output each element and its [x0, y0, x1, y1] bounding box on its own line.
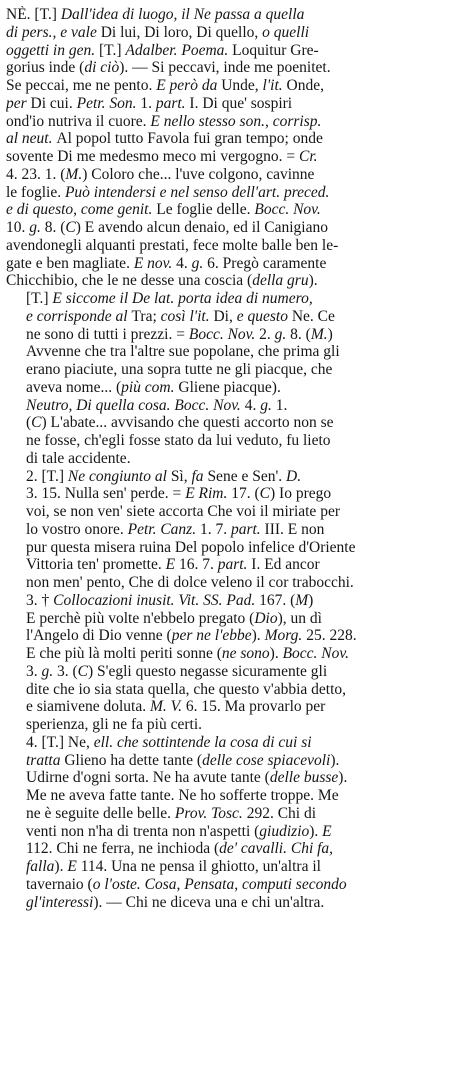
text-run: Di lui, Di loro, Di quello, [100, 23, 263, 41]
text-run: 1. [140, 94, 156, 112]
text-line [6, 255, 459, 273]
italic-run: g. [41, 662, 57, 680]
text-line [6, 468, 459, 486]
text-run: ). [308, 272, 318, 290]
italic-run: E nello stesso son., corrisp. [150, 112, 322, 130]
italic-run: ell. che sottintende la cosa di cui si [93, 733, 312, 751]
text-run: Glieno ha dette tante ( [64, 751, 203, 769]
text-line [6, 361, 459, 379]
italic-run: fa [191, 467, 208, 485]
text-run: ) [327, 325, 333, 343]
italic-run: E nov. [133, 254, 177, 272]
text-run: aveva nome... ( [26, 378, 122, 396]
italic-run: e corrisponde al [26, 307, 132, 325]
text-line [6, 734, 459, 752]
text-run: 6. Pregò caramente [207, 254, 327, 272]
text-run: 4. 23. 1. ( [6, 165, 66, 183]
text-run: 4. [244, 396, 261, 414]
italic-run: di ciò [84, 59, 120, 77]
entry-paragraph [6, 468, 459, 592]
text-run: E perchè più volte n'ebbelo pregato ( [26, 609, 255, 627]
text-line [6, 858, 459, 876]
text-run: Avvenne che tra l'altre sue popolane, che prima gli [26, 343, 340, 361]
text-run: Me ne aveva fatte tante. Ne ho sofferte troppe. Me [26, 787, 339, 804]
text-line [6, 42, 459, 60]
italic-run: C [31, 414, 42, 432]
text-line [6, 627, 459, 645]
text-line [6, 343, 459, 361]
text-run: avendonegli alquanti prestati, fece molte balle ben le- [6, 236, 339, 254]
italic-run: così l'it. [160, 307, 214, 325]
text-run: Onde, [286, 77, 324, 94]
text-run: ) [308, 591, 314, 609]
text-line [6, 752, 459, 770]
text-run: 292. Chi di [246, 804, 317, 822]
italic-run: Dall'idea di luogo, il Ne passa a quella [60, 6, 305, 23]
text-run: 6. 15. Ma provarlo per [185, 698, 326, 716]
text-line [6, 823, 459, 841]
text-run: 25. 228. [306, 627, 357, 645]
text-run: ). — Chi ne diceva una e chi un'altra. [93, 893, 325, 911]
text-run: 8. ( [290, 325, 311, 343]
text-run: erano piaciute, una sopra tutte ne gli piacque, che [26, 361, 333, 378]
italic-run: M. [310, 325, 328, 343]
italic-run: de' cavalli. Chi fa, [219, 840, 334, 858]
text-run: ) Io prego [270, 485, 332, 503]
text-run: ) Coloro che... l'uve colgono, cavinne [82, 165, 315, 183]
text-run: ne fosse, ch'egli fosse stato da lui veduto, fu lieto [26, 432, 331, 449]
text-run: 3. 15. Nulla sen' perde. = [26, 485, 186, 503]
text-run: [T.] [26, 290, 53, 307]
text-run: Al popol tutto Favola fui gran tempo; onde [56, 130, 323, 148]
text-run: 3. † [26, 591, 54, 609]
text-run: Loquitur Gre- [232, 41, 319, 59]
italic-run: l'it. [262, 77, 287, 94]
text-run: Se peccai, me ne pento. [6, 77, 157, 94]
text-run: di tale accidente. [26, 449, 131, 467]
text-line [6, 840, 459, 858]
entry-paragraph [6, 592, 459, 734]
text-line [6, 166, 459, 184]
text-line [6, 237, 459, 255]
italic-run: M [295, 591, 309, 609]
text-line [6, 556, 459, 574]
text-line [6, 610, 459, 628]
italic-run: part. [155, 94, 190, 112]
italic-run: della gru [252, 272, 309, 290]
italic-run: e di questo, come genit. [6, 201, 157, 219]
italic-run: oggetti in gen. [6, 41, 99, 59]
italic-run: Bocc. Nov. [188, 325, 260, 343]
text-line [6, 414, 459, 432]
italic-run: Ne congiunto al [67, 467, 171, 485]
text-run: 10. [6, 219, 30, 236]
text-run: NÈ. [T.] [6, 6, 61, 23]
text-run: Unde, [221, 77, 263, 94]
text-line [6, 894, 459, 912]
text-line [6, 201, 459, 219]
text-run: tavernaio ( [26, 875, 93, 893]
text-line [6, 698, 459, 716]
text-line [6, 539, 459, 557]
italic-run: E [322, 822, 332, 840]
text-run: III. E non [264, 520, 325, 538]
italic-run: Dio [254, 609, 278, 627]
text-run: sovente Di me medesmo meco mi vergogno. = [6, 148, 299, 165]
text-line [6, 326, 459, 344]
text-run: 2. [259, 325, 275, 343]
text-run: ). [330, 751, 340, 769]
text-line [6, 77, 459, 95]
italic-run: g. [260, 396, 276, 414]
text-run: Sì, [170, 467, 192, 485]
text-run: non men' pento, Che di dolce veleno il cor trabocchi. [26, 574, 354, 591]
text-run: 3. ( [57, 662, 78, 680]
text-line [6, 113, 459, 131]
text-line [6, 769, 459, 787]
text-line [6, 290, 459, 308]
italic-run: Morg. [264, 627, 307, 645]
text-line [6, 432, 459, 450]
text-run: Sene e Sen'. [207, 467, 286, 485]
italic-run: delle cose spiacevoli [202, 751, 331, 769]
text-run: I. Ed ancor [251, 556, 320, 574]
italic-run: Petr. Canz. [127, 520, 200, 538]
text-line [6, 716, 459, 734]
italic-run: C [65, 219, 76, 236]
text-line [6, 876, 459, 894]
text-run: le foglie. [6, 183, 65, 201]
text-line [6, 379, 459, 397]
italic-run: part. [217, 556, 252, 574]
text-run: 112. Chi ne ferra, ne inchioda ( [26, 840, 220, 858]
italic-run: C [259, 485, 271, 503]
text-line [6, 148, 459, 166]
text-run: Chicchibio, che le ne desse una coscia ( [6, 272, 253, 290]
entry-paragraph [6, 6, 459, 290]
text-run: ). [338, 769, 348, 787]
text-run: 1. 7. [199, 520, 231, 538]
text-run: Udirne d'ogni sorta. Ne ha avute tante ( [26, 769, 270, 787]
text-run: ). — Si peccavi, inde me poenitet. [119, 59, 331, 77]
text-run: dite che io sia stata quella, che questo v'abbia detto, [26, 680, 347, 698]
italic-run: Collocazioni inusit. Vit. SS. Pad. [53, 591, 260, 609]
italic-run: C [77, 662, 89, 680]
italic-run: tratta [26, 751, 65, 769]
text-run: sperienza, gli ne fa più certi. [26, 716, 203, 733]
text-line [6, 485, 459, 503]
text-run: Di cui. [30, 94, 77, 112]
italic-run: al neut. [6, 130, 57, 148]
italic-run: Petr. Son. [76, 94, 141, 112]
text-run: pur questa misera ruina Del popolo infelice d'Oriente [26, 538, 356, 556]
italic-run: Cr. [299, 148, 318, 165]
text-line [6, 663, 459, 681]
italic-run: E però da [156, 77, 222, 94]
italic-run: Bocc. Nov. [282, 645, 349, 662]
italic-run: Neutro, Di quella cosa. Bocc. Nov. [26, 396, 245, 414]
italic-run: M. V. [149, 698, 186, 716]
italic-run: gl'interessi [26, 893, 94, 911]
italic-run: E [165, 556, 179, 574]
text-run: I. Di que' sospiri [189, 94, 293, 112]
italic-run: o l'oste. Cosa, Pensata, computi secondo [92, 875, 347, 893]
italic-run: di pers., e vale [6, 23, 101, 41]
text-line [6, 24, 459, 42]
text-line [6, 787, 459, 805]
text-run: gate e ben magliate. [6, 254, 134, 272]
text-run: 16. 7. [178, 556, 218, 574]
italic-run: più com. [121, 378, 179, 396]
text-run: ). [269, 645, 283, 662]
text-run: 17. ( [231, 485, 260, 503]
text-run: ), un dì [277, 609, 322, 627]
italic-run: per [6, 94, 31, 112]
italic-run: E siccome il De lat. porta idea di numero, [52, 290, 313, 307]
text-run: ond'io nutriva il cuore. [6, 112, 151, 130]
text-line [6, 130, 459, 148]
text-run: ). [309, 822, 323, 840]
text-run: E che più là molti periti sonne ( [26, 645, 222, 662]
italic-run: ne sono [221, 645, 270, 662]
text-line [6, 59, 459, 77]
text-run: 4. [176, 254, 192, 272]
text-run: 8. ( [44, 219, 66, 236]
text-run: ) E avendo alcun denaio, ed il Canigiano [75, 219, 328, 236]
italic-run: g. [191, 254, 208, 272]
italic-run: Prov. Tosc. [174, 804, 247, 822]
text-run: e siamivene doluta. [26, 698, 150, 716]
text-run: 114. Una ne pensa il ghiotto, un'altra il [80, 858, 321, 875]
text-run: Ne. Ce [291, 307, 335, 325]
italic-run: delle busse [269, 769, 339, 787]
text-line [6, 272, 459, 290]
text-run: Vittoria ten' promette. [26, 556, 166, 574]
italic-run: e questo [236, 307, 292, 325]
text-line [6, 503, 459, 521]
text-run: 2. [T.] [26, 467, 68, 485]
italic-run: giudizio [259, 822, 310, 840]
italic-run: E [67, 858, 81, 875]
text-line [6, 6, 459, 24]
text-run: 3. [26, 662, 42, 680]
text-run: ). [251, 627, 265, 645]
text-line [6, 592, 459, 610]
text-run: ) L'abate... avvisando che questi accorto non se [41, 414, 334, 432]
italic-run: Bocc. Nov. [254, 201, 321, 219]
text-line [6, 645, 459, 663]
text-run: 1. [275, 396, 288, 414]
italic-run: falla [26, 858, 55, 875]
text-run: Tra; [131, 307, 161, 325]
text-run: ne è seguite delle belle. [26, 804, 175, 822]
text-line [6, 397, 459, 415]
text-run: Gliene piacque). [178, 378, 281, 396]
text-line [6, 681, 459, 699]
text-line [6, 805, 459, 823]
text-run: l'Angelo di Dio venne ( [26, 627, 172, 645]
italic-run: Adalber. Poema. [125, 41, 233, 59]
text-run: 4. [T.] Ne, [26, 733, 94, 751]
text-line [6, 521, 459, 539]
text-run: venti non n'ha di trenta non n'aspetti ( [26, 822, 260, 840]
italic-run: o quelli [262, 23, 310, 41]
text-run: 167. ( [259, 591, 296, 609]
text-line [6, 450, 459, 468]
text-run: ). [54, 858, 68, 875]
text-line [6, 95, 459, 113]
text-run: gorius inde ( [6, 59, 85, 77]
text-line [6, 219, 459, 237]
text-run: Le foglie delle. [156, 201, 255, 219]
text-run: [T.] [99, 41, 126, 59]
text-run: ne sono di tutti i prezzi. = [26, 325, 189, 343]
text-run: voi, se non ven' siete accorta Che voi il miriate per [26, 503, 340, 520]
text-run: Di, [213, 307, 237, 325]
italic-run: Può intendersi e nel senso dell'art. preced. [64, 183, 330, 201]
entry-paragraph [6, 290, 459, 397]
text-line [6, 184, 459, 202]
text-line [6, 574, 459, 592]
italic-run: g. [29, 219, 45, 236]
text-line [6, 308, 459, 326]
italic-run: M. [65, 165, 83, 183]
italic-run: part. [230, 520, 265, 538]
text-run: ( [26, 414, 32, 432]
italic-run: per ne l'ebbe [171, 627, 252, 645]
italic-run: D. [286, 467, 302, 485]
text-run: ) S'egli questo negasse sicuramente gli [88, 662, 328, 680]
italic-run: E Rim. [185, 485, 232, 503]
entry-paragraph [6, 397, 459, 468]
italic-run: g. [274, 325, 291, 343]
entry-paragraph [6, 734, 459, 912]
text-run: lo vostro onore. [26, 520, 128, 538]
